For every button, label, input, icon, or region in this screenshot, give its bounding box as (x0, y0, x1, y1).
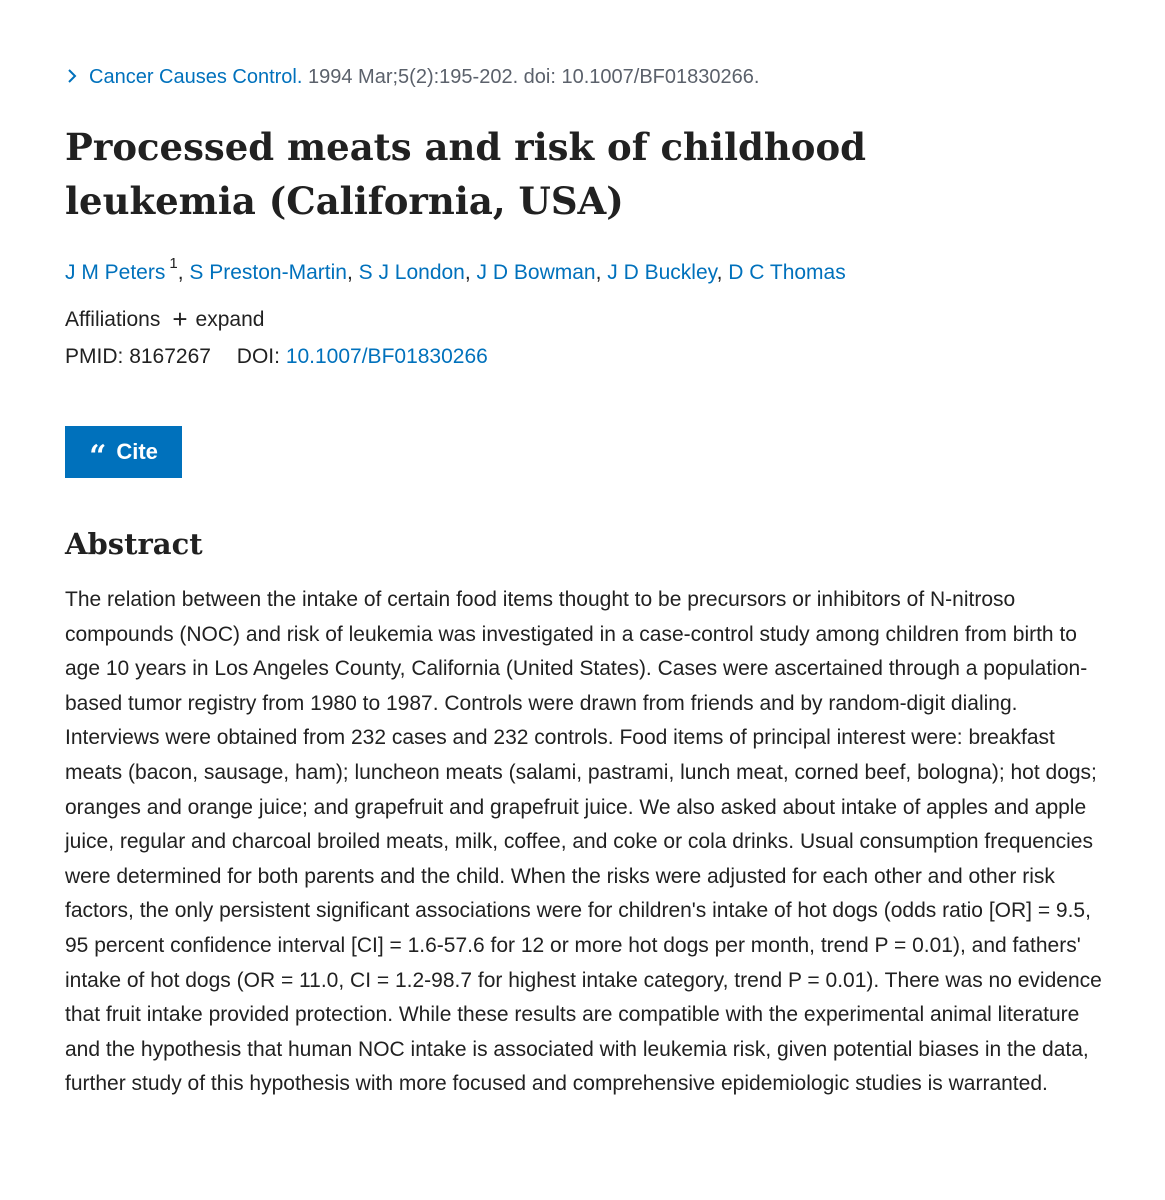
doi-link[interactable]: 10.1007/BF01830266 (285, 345, 488, 368)
cite-label: Cite (116, 439, 158, 464)
citation-line (65, 62, 759, 92)
author-link[interactable]: J M Peters (65, 261, 166, 284)
pmid-label: PMID: (65, 345, 124, 368)
cite-button[interactable] (65, 426, 182, 478)
quote-icon: “ (89, 439, 107, 474)
doi-label: DOI: (236, 345, 280, 368)
citation-details: 1994 Mar;5(2):195-202. doi: 10.1007/BF01830266. (308, 66, 760, 88)
abstract-heading: Abstract (65, 527, 203, 561)
identifiers (65, 342, 488, 372)
affiliation-marker[interactable]: 1 (169, 255, 178, 272)
pmid-value: 8167267 (129, 345, 211, 368)
journal-link[interactable]: Cancer Causes Control. (89, 66, 303, 88)
author-link[interactable]: J D Buckley (607, 261, 717, 284)
author-list: J M Peters $^1$, S Preston-Martin, S J London, J D Bowman, J D Buckley, D C Thomas (65, 255, 846, 284)
plus-icon: + (172, 304, 188, 334)
author-link[interactable]: S Preston-Martin (189, 261, 347, 284)
chevron-right-icon (65, 69, 79, 83)
author-link[interactable]: S J London (358, 261, 465, 284)
abstract-text: The relation between the intake of certain food items thought to be precursors or inhibitors of N-nitroso compounds (NOC) and risk of leukemia was investigated in a case-control study among children from birth to age 10 years in Los Angeles County, California (United States). Cases were ascertained through a population-based tumor registry from 1980 to 1987. Controls were drawn from friends and by random-digit dialing. Interviews were obtained from 232 cases and 232 controls. Food items of principal interest were: breakfast meats (bacon, sausage, ham); luncheon meats (salami, pastrami, lunch meat, corned beef, bologna); hot dogs; oranges and orange juice; and grapefruit and grapefruit juice. We also asked about intake of apples and apple juice, regular and charcoal broiled meats, milk, coffee, and coke or cola drinks. Usual consumption frequencies were determined for both parents and the child. When the risks were adjusted for each other and other risk factors, the only persistent significant associations were for children's intake of hot dogs (odds ratio [OR] = 9.5, 95 percent confidence interval [CI] = 1.6-57.6 for 12 or more hot dogs per month, trend P = 0.01), and fathers' intake of hot dogs (OR = 11.0, CI = 1.2-98.7 for highest intake category, trend P = 0.01). There was no evidence that fruit intake provided protection. While these results are compatible with the experimental animal literature and the hypothesis that human NOC intake is associated with leukemia risk, given potential biases in the data, further study of this hypothesis with more focused and comprehensive epidemiologic studies is warranted. (65, 588, 1102, 1096)
author-link[interactable]: J D Bowman (476, 261, 596, 284)
article-title: Processed meats and risk of childhood leukemia (California, USA) (65, 125, 867, 223)
author-link[interactable]: D C Thomas (728, 261, 846, 284)
affiliations-label: Affiliations (65, 308, 161, 331)
expand-label[interactable]: expand (195, 308, 265, 331)
affiliations-toggle[interactable] (65, 304, 264, 335)
